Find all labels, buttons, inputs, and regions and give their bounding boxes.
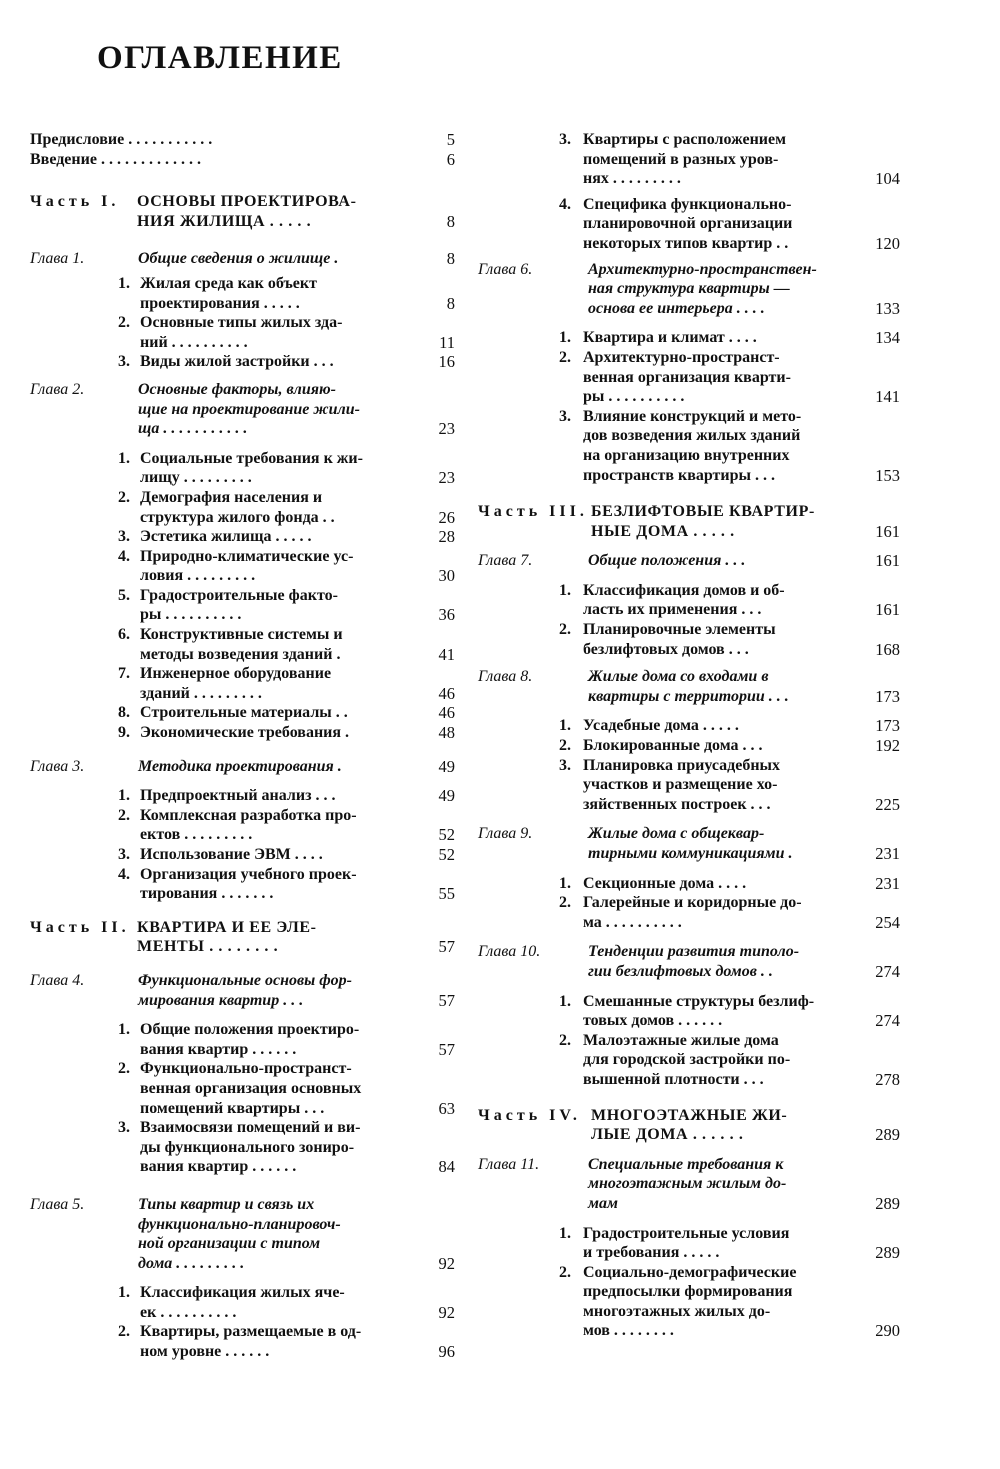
page-number: 23 — [438, 419, 455, 439]
section-number: 4. — [118, 547, 130, 565]
entry-title: Общие сведения о жилище . — [138, 250, 339, 268]
toc-section-entry — [30, 547, 455, 586]
section-number: 1. — [118, 449, 130, 467]
toc-section-entry — [30, 845, 455, 865]
section-number: 8. — [118, 704, 130, 722]
entry-title: Методика проектирования . — [138, 757, 342, 775]
entry-title: Галерейные и коридорные до- ма . . . . . . . . . . — [583, 894, 802, 931]
toc-part-entry — [30, 192, 455, 231]
entry-title: Градостроительные условия и требования . . . . . — [583, 1224, 790, 1262]
section-number: 1. — [559, 329, 571, 347]
entry-title: Эстетика жилища . . . . . — [140, 528, 312, 546]
entry-title: Функционально-пространст- венная организация основных помещений квартиры . . . — [140, 1060, 362, 1117]
entry-title: Жилые дома с общеквар- тирными коммуникациями . — [588, 825, 793, 862]
entry-title: Предисловие . . . . . . . . . . . — [30, 131, 213, 148]
toc-section-entry — [30, 313, 455, 352]
entry-title: Планировка приусадебных участков и размещение хо- зяйственных построек . . . — [583, 756, 781, 813]
section-number: 1. — [559, 717, 571, 735]
toc-section-entry — [478, 348, 900, 407]
page-number: 168 — [875, 639, 900, 659]
entry-title: Секционные дома . . . . — [583, 874, 747, 892]
page-number: 5 — [446, 130, 455, 149]
page-number: 8 — [446, 249, 455, 269]
page-number: 84 — [438, 1157, 455, 1177]
section-number: 2. — [559, 894, 571, 912]
page-number: 8 — [446, 293, 455, 313]
toc-chapter-entry — [30, 380, 455, 439]
entry-title: Тенденции развития типоло- гии безлифтовых домов . . — [588, 943, 800, 980]
section-number: 3. — [559, 131, 571, 148]
section-number: 2. — [559, 1031, 571, 1049]
chapter-number: Глава 8. — [478, 668, 533, 686]
toc-chapter-entry — [478, 824, 900, 863]
page-number: 55 — [438, 884, 455, 904]
toc-part-entry — [478, 502, 900, 541]
entry-title: Использование ЭВМ . . . . — [140, 846, 323, 863]
section-number: 5. — [118, 586, 130, 604]
entry-title: Взаимосвязи помещений и ви- ды функционального зониро- вания квартир . . . . . . — [140, 1119, 361, 1176]
section-number: 2. — [559, 1263, 571, 1281]
entry-title: Конструктивные системы и методы возведения зданий . — [140, 626, 343, 663]
section-number: 3. — [559, 407, 571, 425]
page-number: 141 — [875, 387, 900, 407]
entry-title: Основные типы жилых зда- ний . . . . . . . . . . — [140, 314, 343, 351]
section-number: 3. — [559, 756, 571, 774]
section-number: 2. — [118, 314, 130, 332]
toc-section-entry — [478, 130, 900, 189]
chapter-number: Глава 7. — [478, 552, 533, 570]
page-number: 16 — [438, 352, 455, 372]
page-number: 133 — [875, 298, 900, 318]
toc-section-entry — [30, 488, 455, 527]
toc-section-entry — [30, 449, 455, 488]
page-number: 8 — [446, 211, 455, 231]
page-number: 225 — [875, 794, 900, 814]
entry-title: Квартиры, размещаемые в од- ном уровне . . . . . . — [140, 1323, 362, 1361]
toc-section-entry — [30, 664, 455, 703]
toc-section-entry — [478, 716, 900, 736]
toc-section-entry — [30, 723, 455, 743]
page-number: 104 — [875, 169, 900, 189]
toc-section-entry — [478, 893, 900, 932]
entry-title: Специфика функционально- планировочной организации некоторых типов квартир . . — [583, 195, 793, 252]
page-number: 57 — [438, 1039, 455, 1059]
page-number: 254 — [875, 912, 900, 932]
chapter-number: Глава 5. — [30, 1195, 85, 1213]
page-number: 192 — [875, 736, 900, 756]
chapter-number: Глава 9. — [478, 825, 533, 843]
toc-entry — [30, 130, 455, 150]
page-number: 41 — [438, 644, 455, 664]
chapter-number: Глава 2. — [30, 380, 85, 398]
toc-chapter-entry — [478, 942, 900, 981]
page-number: 26 — [438, 507, 455, 527]
page-number: 120 — [875, 233, 900, 253]
toc-section-entry — [478, 195, 900, 254]
section-number: 1. — [559, 874, 571, 892]
entry-title: Экономические требования . — [140, 724, 350, 742]
section-number: 7. — [118, 665, 130, 683]
entry-title: Виды жилой застройки . . . — [140, 353, 334, 371]
section-number: 1. — [118, 1021, 130, 1039]
page-number: 52 — [438, 845, 455, 864]
entry-title: Классификация домов и об- ласть их применения . . . — [583, 581, 785, 619]
entry-title: Социально-демографические предпосылки формирования многоэтажных жилых до- мов . . . . . . . . — [583, 1263, 797, 1340]
toc-section-entry — [30, 1283, 455, 1322]
page-number: 290 — [875, 1321, 900, 1341]
entry-title: Организация учебного проек- тирования . . . . . . . — [140, 865, 357, 903]
toc-chapter-entry — [30, 971, 455, 1010]
page-number: 57 — [438, 937, 455, 957]
section-number: 1. — [118, 787, 130, 805]
page-number: 92 — [438, 1253, 455, 1273]
section-number: 4. — [559, 195, 571, 213]
page-number: 63 — [438, 1098, 455, 1118]
section-number: 6. — [118, 626, 130, 644]
entry-title: Жилые дома со входами в квартиры с территории . . . — [588, 668, 789, 705]
entry-title: Демография населения и структура жилого фонда . . — [140, 488, 335, 526]
page-number: 289 — [875, 1193, 900, 1213]
chapter-number: Глава 11. — [478, 1155, 540, 1173]
page-number: 274 — [875, 1011, 900, 1031]
section-number: 4. — [118, 865, 130, 883]
toc-section-entry — [478, 1263, 900, 1341]
page-number: 278 — [875, 1069, 900, 1089]
section-number: 2. — [559, 621, 571, 639]
toc-entry — [30, 150, 455, 170]
entry-title: Комплексная разработка про- ектов . . . . . . . . . — [140, 806, 357, 844]
toc-section-entry — [30, 586, 455, 625]
toc-section-entry — [478, 756, 900, 815]
entry-title: Типы квартир и связь их функционально-планировоч- ной организации с типом дома . . . . . . . . . — [138, 1195, 341, 1272]
toc-section-entry — [478, 992, 900, 1031]
chapter-number: Глава 4. — [30, 971, 85, 989]
toc-chapter-entry — [30, 1195, 455, 1273]
page-number: 289 — [875, 1125, 900, 1145]
toc-section-entry — [30, 274, 455, 313]
entry-title: Блокированные дома . . . — [583, 737, 763, 755]
toc-part-entry — [30, 918, 455, 957]
section-number: 2. — [559, 348, 571, 366]
section-number: 1. — [559, 1224, 571, 1242]
toc-section-entry — [478, 1031, 900, 1090]
entry-title: Влияние конструкций и мето- дов возведения жилых зданий на организацию внутренних пространств квартиры . . . — [583, 407, 802, 484]
entry-title: Основные факторы, влияю- щие на проектирование жили- ща . . . . . . . . . . . — [138, 380, 360, 438]
toc-chapter-entry — [478, 1155, 900, 1214]
toc-chapter-entry — [478, 551, 900, 571]
entry-title: Общие положения проектиро- вания квартир . . . . . . — [140, 1021, 360, 1058]
page-number: 6 — [446, 149, 455, 169]
entry-title: Усадебные дома . . . . . — [583, 717, 739, 735]
page-number: 274 — [875, 961, 900, 981]
section-number: 2. — [118, 488, 130, 506]
section-number: 2. — [118, 806, 130, 824]
entry-title: КВАРТИРА И ЕЕ ЭЛЕ- МЕНТЫ . . . . . . . . — [137, 918, 317, 956]
page-number: 46 — [438, 683, 455, 703]
entry-title: Введение . . . . . . . . . . . . . — [30, 150, 201, 168]
toc-section-entry — [478, 1224, 900, 1263]
page-number: 11 — [439, 332, 455, 352]
page-number: 49 — [438, 756, 455, 776]
toc-section-entry — [30, 1118, 455, 1177]
page-number: 173 — [875, 716, 900, 736]
toc-section-entry — [478, 620, 900, 659]
page-number: 289 — [875, 1243, 900, 1263]
entry-title: Квартира и климат . . . . — [583, 329, 757, 347]
entry-title: БЕЗЛИФТОВЫЕ КВАРТИР- НЫЕ ДОМА . . . . . — [591, 503, 815, 540]
page-number: 92 — [438, 1302, 455, 1322]
page-number: 57 — [438, 990, 455, 1010]
section-number: 3. — [118, 1119, 130, 1137]
entry-title: Функциональные основы фор- мирования квартир . . . — [138, 971, 352, 1009]
section-number: 3. — [118, 846, 130, 863]
section-number: 1. — [118, 274, 130, 292]
part-number: Часть II. — [30, 918, 130, 936]
toc-column-right — [478, 130, 900, 1341]
entry-title: Архитектурно-пространст- венная организация кварти- ры . . . . . . . . . . — [583, 348, 791, 406]
section-number: 9. — [118, 724, 130, 742]
toc-chapter-entry — [30, 757, 455, 777]
toc-section-entry — [478, 407, 900, 485]
toc-section-entry — [30, 625, 455, 664]
page-number: 46 — [438, 703, 455, 723]
entry-title: Квартиры с расположением помещений в разных уров- нях . . . . . . . . . — [583, 131, 787, 188]
entry-title: Смешанные структуры безлиф- товых домов . . . . . . — [583, 992, 815, 1030]
section-number: 2. — [118, 1060, 130, 1078]
toc-section-entry — [30, 1020, 455, 1059]
page-number: 48 — [438, 723, 455, 743]
entry-title: Планировочные элементы безлифтовых домов . . . — [583, 621, 776, 658]
entry-title: Градостроительные факто- ры . . . . . . . . . . — [140, 586, 338, 624]
entry-title: Специальные требования к многоэтажным жилым до- мам — [588, 1155, 787, 1212]
section-number: 1. — [559, 581, 571, 599]
toc-chapter-entry — [478, 260, 900, 319]
toc-section-entry — [30, 786, 455, 806]
page-number: 161 — [875, 600, 900, 620]
entry-title: Природно-климатические ус- ловия . . . . . . . . . — [140, 547, 354, 585]
page-number: 231 — [875, 844, 900, 863]
page-number: 28 — [438, 527, 455, 547]
page-number: 23 — [438, 468, 455, 488]
entry-title: Предпроектный анализ . . . — [140, 787, 336, 805]
page-title: ОГЛАВЛЕНИЕ — [97, 40, 343, 76]
entry-title: МНОГОЭТАЖНЫЕ ЖИ- ЛЫЕ ДОМА . . . . . . — [591, 1106, 788, 1144]
chapter-number: Глава 10. — [478, 943, 541, 961]
toc-section-entry — [30, 703, 455, 723]
part-number: Часть I. — [30, 193, 120, 211]
section-number: 3. — [118, 528, 130, 546]
toc-section-entry — [30, 1322, 455, 1361]
toc-section-entry — [30, 1059, 455, 1118]
chapter-number: Глава 1. — [30, 250, 85, 268]
entry-title: Архитектурно-пространствен- ная структура квартиры — основа ее интерьера . . . . — [588, 260, 817, 317]
entry-title: Жилая среда как объект проектирования . . . . . — [140, 274, 317, 312]
toc-part-entry — [478, 1106, 900, 1145]
toc-section-entry — [30, 865, 455, 904]
toc-section-entry — [478, 581, 900, 620]
part-number: Часть III. — [478, 503, 588, 521]
page-number: 153 — [875, 465, 900, 485]
toc-section-entry — [478, 874, 900, 894]
toc-column-left — [30, 130, 455, 1362]
part-number: Часть IV. — [478, 1106, 581, 1124]
toc-section-entry — [30, 352, 455, 372]
page-number: 231 — [875, 873, 900, 893]
page-number: 36 — [438, 605, 455, 625]
toc-section-entry — [478, 328, 900, 348]
toc-chapter-entry — [478, 667, 900, 706]
section-number: 1. — [559, 992, 571, 1010]
toc-section-entry — [478, 736, 900, 756]
page-number: 134 — [875, 328, 900, 348]
entry-title: Строительные материалы . . — [140, 704, 348, 722]
entry-title: Инженерное оборудование зданий . . . . . . . . . — [140, 665, 332, 702]
section-number: 2. — [559, 737, 571, 755]
page-number: 52 — [438, 825, 455, 845]
toc-section-entry — [30, 806, 455, 845]
page-number: 161 — [875, 521, 900, 541]
section-number: 1. — [118, 1284, 130, 1302]
chapter-number: Глава 3. — [30, 757, 85, 775]
entry-title: Классификация жилых ячe- ек . . . . . . . . . . — [140, 1284, 345, 1321]
section-number: 2. — [118, 1323, 130, 1341]
page-number: 173 — [875, 686, 900, 706]
toc-section-entry — [30, 527, 455, 547]
entry-title: ОСНОВЫ ПРОЕКТИРОВА- НИЯ ЖИЛИЩА . . . . . — [137, 193, 357, 230]
entry-title: Общие положения . . . — [588, 552, 746, 570]
page-number: 161 — [875, 551, 900, 571]
page-number: 30 — [438, 566, 455, 586]
entry-title: Социальные требования к жи- лищу . . . . . . . . . — [140, 449, 363, 487]
toc-chapter-entry — [30, 249, 455, 269]
entry-title: Малоэтажные жилые дома для городской застройки по- вышенной плотности . . . — [583, 1031, 791, 1088]
page-number: 49 — [438, 786, 455, 806]
section-number: 3. — [118, 353, 130, 371]
chapter-number: Глава 6. — [478, 260, 533, 278]
page-number: 96 — [438, 1342, 455, 1362]
